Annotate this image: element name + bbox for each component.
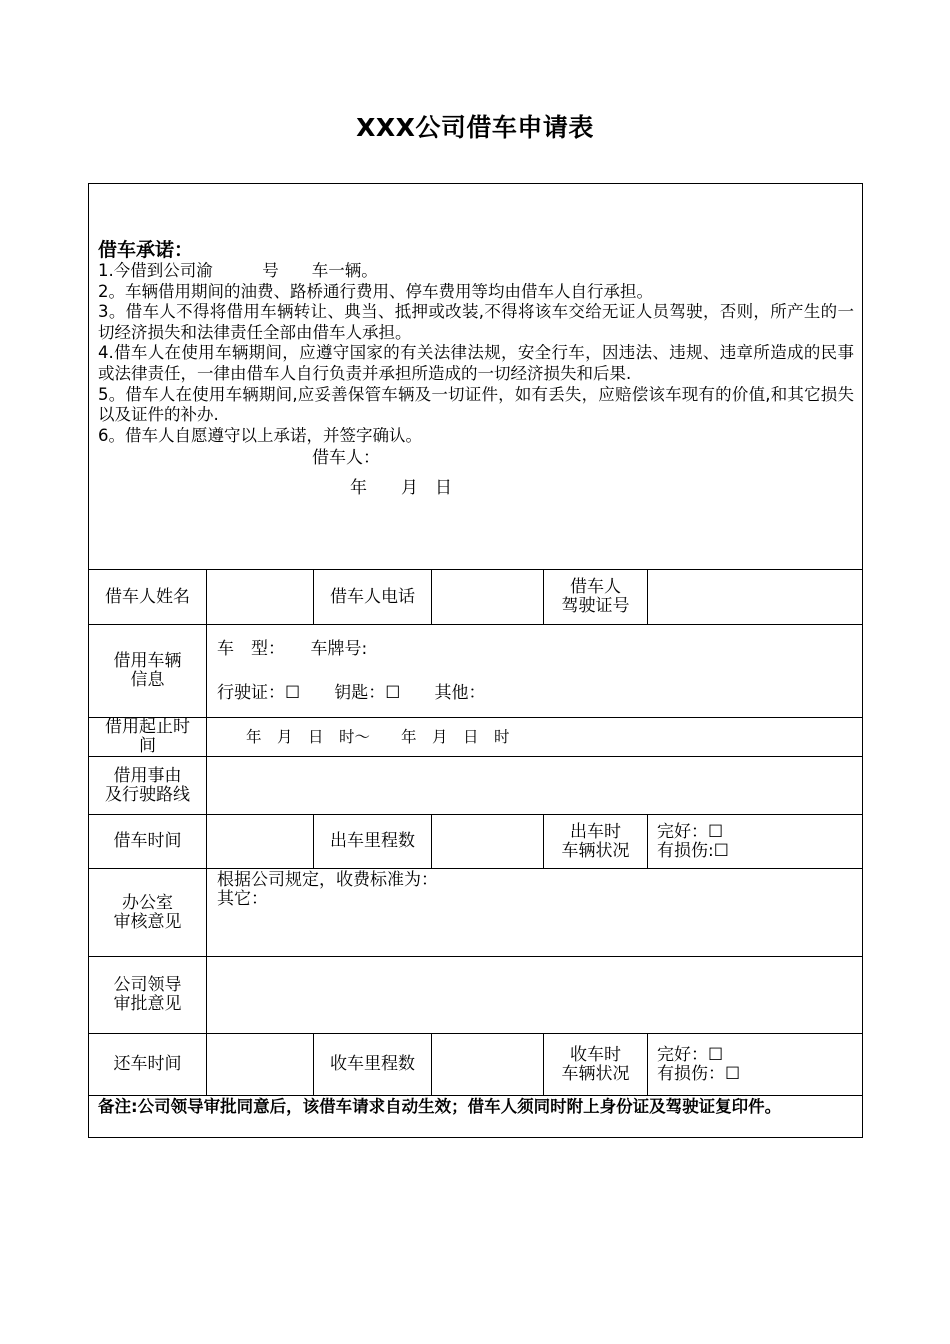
leader-approval-label-line2: 审批意见 [113,994,182,1014]
car-borrow-form [88,183,863,1138]
signature-date: 年 月 日 [350,478,452,499]
return-time-field[interactable] [207,1034,314,1096]
pledge-item-4: 4.借车人在使用车辆期间，应遵守国家的有关法律法规，安全行车，因违法、违规、违章所造成的民事或法律责任，一律由借车人自行负责并承担所造成的一切经济损失和后果. [98,343,854,383]
pledge-item-1: 1.今借到公司渝 号 车一辆。 [98,261,378,280]
leader-approval-label [89,957,207,1034]
office-review-label-line2: 审核意见 [113,911,182,932]
pledge-heading: 借车承诺： [98,239,194,261]
out-mileage-label: 出车里程数 [314,815,432,869]
vehicle-info-label-line2: 信息 [130,670,165,690]
driver-license-label [544,570,648,625]
out-status-label-line2: 车辆状况 [561,840,630,861]
out-damaged-checkbox[interactable]: 有损伤:☐ [657,840,729,861]
return-mileage-field[interactable] [432,1034,544,1096]
office-review-label-line1: 办公室 [122,892,173,913]
period-label [89,718,207,757]
return-good-checkbox[interactable]: 完好：☐ [657,1044,724,1065]
vehicle-type-plate: 车 型： 车牌号: [217,639,368,659]
leader-approval-label-line1: 公司领导 [113,975,182,995]
pledge-item-2: 2。车辆借用期间的油费、路桥通行费用、停车费用等均由借车人自行承担。 [98,281,653,301]
driver-license-label-line2: 驾驶证号 [561,596,630,616]
pledge-item-5: 5。借车人在使用车辆期间,应妥善保管车辆及一切证件，如有丢失，应赔偿该车现有的价值,和其它损失以及证件的补办. [98,384,854,425]
borrow-time-field[interactable] [207,815,314,869]
vehicle-items-checklist[interactable]: 行驶证：☐ 钥匙：☐ 其他： [217,683,486,703]
borrower-name-label: 借车人姓名 [89,570,207,625]
vehicle-info-field[interactable] [207,625,863,718]
period-field[interactable]: 年 月 日 时～ 年 月 日 时 [207,718,863,757]
return-time-label: 还车时间 [89,1034,207,1096]
out-status-label-line1: 出车时 [570,821,621,842]
remark-note: 备注:公司领导审批同意后，该借车请求自动生效；借车人须同时附上身份证及驾驶证复印件。 [89,1096,863,1138]
return-mileage-label: 收车里程数 [314,1034,432,1096]
reason-label [89,757,207,815]
vehicle-info-label-line1: 借用车辆 [113,651,182,671]
office-other-text: 其它： [217,889,268,909]
reason-label-line2: 及行驶路线 [105,784,190,805]
driver-license-label-line1: 借车人 [570,577,621,597]
pledge-item-3: 3。借车人不得将借用车辆转让、典当、抵押或改装,不得将该车交给无证人员驾驶，否则，所产生的一切经济损失和法律责任全部由借车人承担。 [98,302,854,342]
reason-field[interactable] [207,757,863,815]
vehicle-info-label [89,625,207,718]
pledge-item-6: 6。借车人自愿遵守以上承诺，并签字确认。 [98,425,422,445]
signature-label: 借车人： [312,448,380,469]
return-damaged-checkbox[interactable]: 有损伤：☐ [657,1063,741,1084]
period-label-line2: 间 [139,736,156,756]
office-review-label [89,869,207,957]
return-status-label-line1: 收车时 [570,1044,621,1065]
pledge-section [89,184,863,570]
page-title: XXX公司借车申请表 [356,113,594,142]
out-status-field[interactable] [648,815,863,869]
return-status-label-line2: 车辆状况 [561,1063,630,1084]
leader-approval-field[interactable] [207,957,863,1034]
return-status-label [544,1034,648,1096]
borrower-name-field[interactable] [207,570,314,625]
return-status-field[interactable] [648,1034,863,1096]
borrower-phone-field[interactable] [432,570,544,625]
out-status-label [544,815,648,869]
office-review-field[interactable] [207,869,863,957]
out-mileage-field[interactable] [432,815,544,869]
borrow-time-label: 借车时间 [89,815,207,869]
office-fee-text: 根据公司规定，收费标准为： [217,870,438,890]
reason-label-line1: 借用事由 [113,765,182,786]
period-label-line1: 借用起止时 [105,717,190,737]
driver-license-field[interactable] [648,570,863,625]
borrower-phone-label: 借车人电话 [314,570,432,625]
out-good-checkbox[interactable]: 完好：☐ [657,821,724,842]
